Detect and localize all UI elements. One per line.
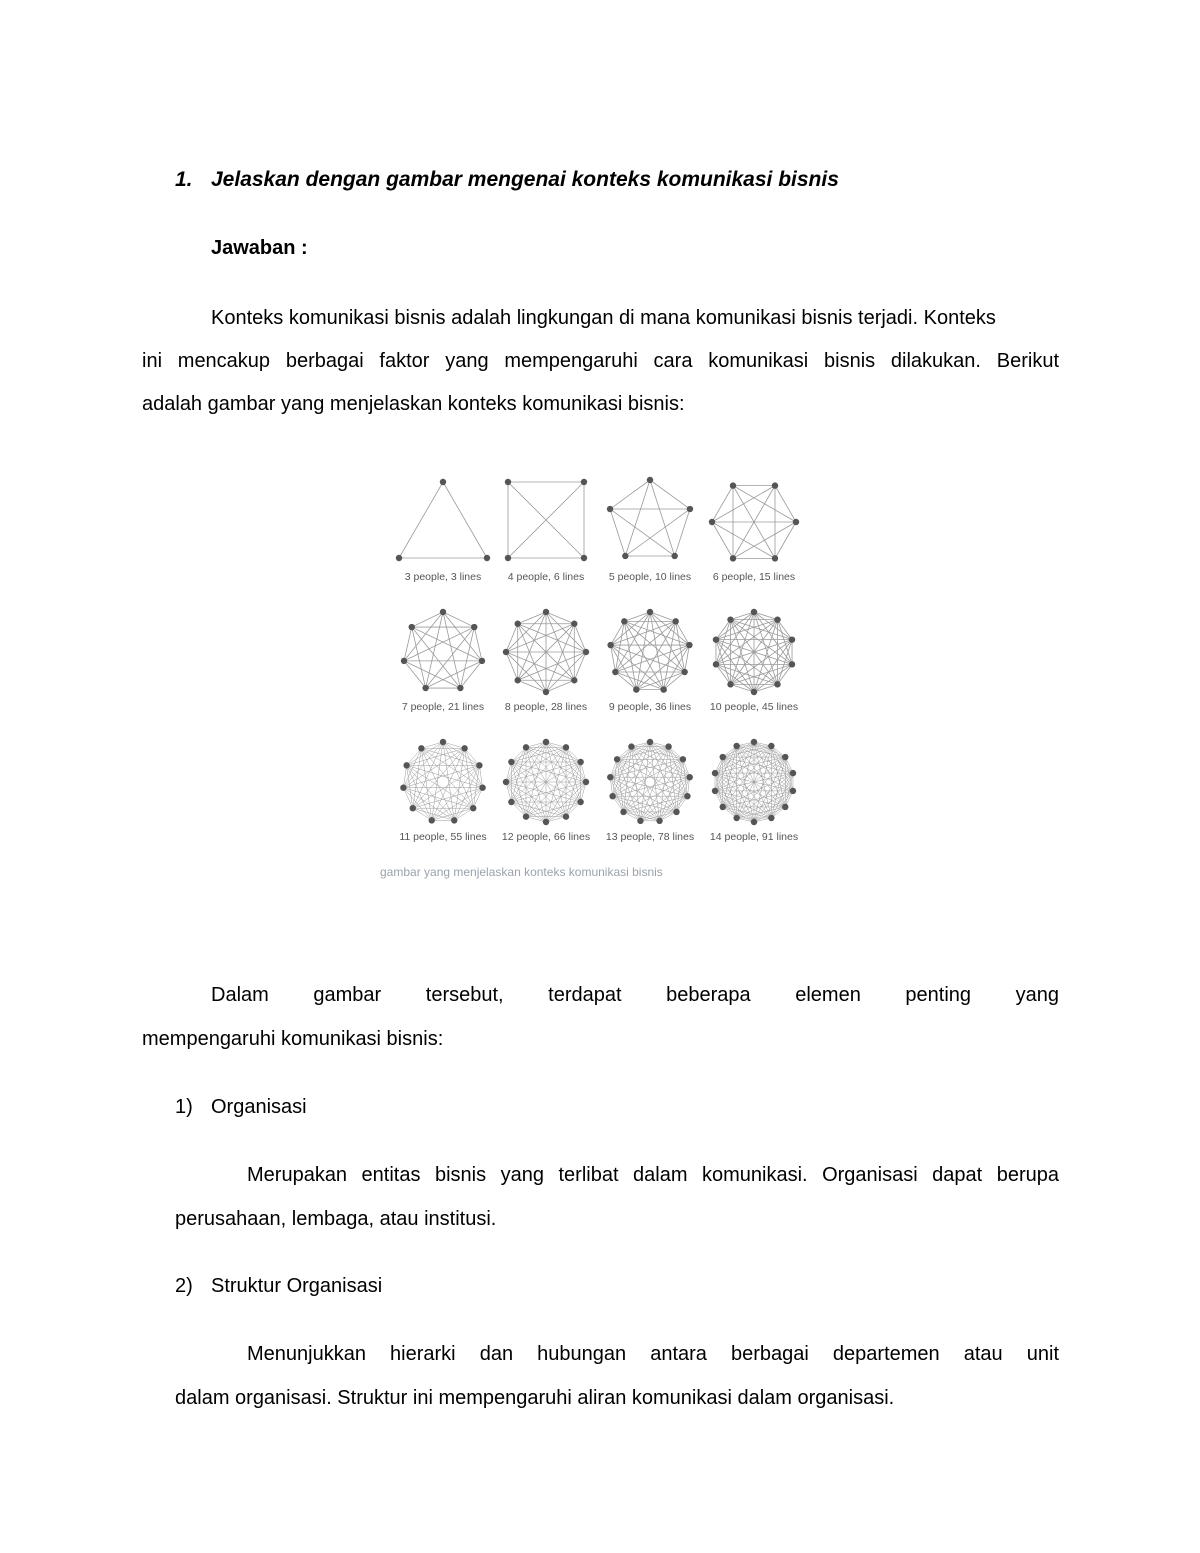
- person-node: [751, 609, 757, 615]
- person-node: [790, 770, 796, 776]
- connection-line: [775, 522, 796, 558]
- person-node: [633, 686, 639, 692]
- connection-line: [716, 620, 731, 640]
- person-node: [479, 784, 485, 790]
- connection-line: [407, 765, 483, 787]
- person-node: [609, 793, 615, 799]
- connection-line: [412, 627, 482, 661]
- person-node: [508, 759, 514, 765]
- person-node: [543, 739, 549, 745]
- person-node: [772, 555, 778, 561]
- connection-line: [778, 620, 793, 640]
- person-node: [751, 689, 757, 695]
- person-node: [523, 744, 529, 750]
- person-node: [563, 744, 569, 750]
- list-item-title: Struktur Organisasi: [211, 1275, 383, 1297]
- person-node: [515, 677, 521, 683]
- list-item-number: 1): [175, 1096, 193, 1118]
- connection-line: [733, 486, 796, 522]
- list-item-line-1: Merupakan entitas bisnis yang terlibat dalam komunikasi. Organisasi dapat berupa: [247, 1164, 1059, 1186]
- graph-label: 6 people, 15 lines: [712, 571, 796, 583]
- person-node: [484, 555, 490, 561]
- figure-caption: gambar yang menjelaskan konteks komunikasi bisnis: [380, 865, 663, 879]
- connection-line: [624, 621, 689, 645]
- connection-line: [712, 486, 733, 522]
- person-node: [686, 642, 692, 648]
- person-node: [647, 609, 653, 615]
- graph-12-people: [502, 739, 590, 843]
- connection-line: [506, 782, 566, 817]
- graph-10-people: [710, 609, 798, 713]
- person-node: [620, 809, 626, 815]
- question-text: Jelaskan dengan gambar mengenai konteks komunikasi bisnis: [211, 168, 839, 191]
- person-node: [571, 677, 577, 683]
- person-node: [673, 618, 679, 624]
- person-node: [720, 804, 726, 810]
- elements-intro-line-1: Dalam gambar tersebut, terdapat beberapa elemen penting yang: [211, 984, 1059, 1006]
- person-node: [543, 609, 549, 615]
- person-node: [684, 793, 690, 799]
- intro-line-3: adalah gambar yang menjelaskan konteks komunikasi bisnis:: [142, 393, 685, 415]
- connection-line: [730, 684, 754, 692]
- connection-line: [715, 773, 737, 818]
- person-node: [577, 799, 583, 805]
- person-node: [418, 745, 424, 751]
- person-node: [621, 618, 627, 624]
- connection-line: [625, 480, 650, 556]
- person-node: [409, 624, 415, 630]
- person-node: [730, 482, 736, 488]
- person-node: [751, 819, 757, 825]
- person-node: [774, 616, 780, 622]
- person-node: [457, 685, 463, 691]
- person-node: [665, 743, 671, 749]
- person-node: [476, 762, 482, 768]
- person-node: [523, 813, 529, 819]
- person-node: [396, 555, 402, 561]
- connection-line: [610, 777, 687, 796]
- person-node: [673, 809, 679, 815]
- intro-line-1: Konteks komunikasi bisnis adalah lingkungan di mana komunikasi bisnis terjadi. Konteks: [211, 307, 996, 329]
- connection-line: [650, 480, 675, 556]
- person-node: [401, 658, 407, 664]
- intro-line-2: ini mencakup berbagai faktor yang mempengaruhi cara komunikasi bisnis dilakukan. Berikut: [142, 350, 1059, 372]
- person-node: [647, 477, 653, 483]
- person-node: [772, 482, 778, 488]
- graph-label: 8 people, 28 lines: [504, 701, 588, 713]
- person-node: [563, 813, 569, 819]
- list-item-line-2: dalam organisasi. Struktur ini mempengaruhi aliran komunikasi dalam organisasi.: [175, 1387, 895, 1409]
- person-node: [712, 788, 718, 794]
- person-node: [503, 649, 509, 655]
- communication-lines-figure: [378, 470, 828, 890]
- connection-line: [625, 509, 690, 556]
- person-node: [571, 621, 577, 627]
- person-node: [681, 669, 687, 675]
- person-node: [713, 636, 719, 642]
- person-node: [503, 779, 509, 785]
- person-node: [680, 756, 686, 762]
- connection-line: [615, 672, 636, 690]
- connection-line: [511, 762, 546, 822]
- person-node: [687, 774, 693, 780]
- answer-label: Jawaban :: [211, 237, 308, 259]
- connection-line: [712, 522, 733, 558]
- list-item-line-1: Menunjukkan hierarki dan hubungan antara berbagai departemen atau unit: [247, 1343, 1059, 1365]
- person-node: [751, 739, 757, 745]
- graph-5-people: [607, 477, 693, 583]
- person-node: [607, 774, 613, 780]
- connection-line: [412, 612, 443, 627]
- person-node: [768, 743, 774, 749]
- person-node: [440, 739, 446, 745]
- person-node: [712, 770, 718, 776]
- graph-label: 14 people, 91 lines: [709, 831, 799, 843]
- graph-7-people: [401, 609, 485, 713]
- connection-line: [664, 672, 685, 690]
- person-node: [768, 815, 774, 821]
- list-item-line-2: perusahaan, lembaga, atau institusi.: [175, 1208, 497, 1230]
- connection-line: [421, 748, 473, 808]
- person-node: [733, 815, 739, 821]
- connection-line: [754, 612, 778, 620]
- person-node: [687, 506, 693, 512]
- connection-line: [610, 509, 675, 556]
- graph-label: 5 people, 10 lines: [608, 571, 692, 583]
- person-node: [505, 555, 511, 561]
- person-node: [720, 754, 726, 760]
- person-node: [471, 624, 477, 630]
- graph-label: 10 people, 45 lines: [709, 701, 799, 713]
- connection-line: [443, 482, 487, 558]
- connection-line: [754, 684, 778, 692]
- person-node: [789, 661, 795, 667]
- graph-11-people: [399, 739, 486, 843]
- person-node: [612, 669, 618, 675]
- graph-14-people: [710, 739, 798, 843]
- person-node: [727, 681, 733, 687]
- person-node: [789, 636, 795, 642]
- person-node: [727, 616, 733, 622]
- connection-line: [443, 742, 465, 748]
- person-node: [793, 519, 799, 525]
- connection-line: [426, 661, 482, 688]
- connection-line: [650, 612, 676, 621]
- connection-line: [610, 509, 625, 556]
- connection-line: [443, 612, 474, 627]
- person-node: [628, 743, 634, 749]
- person-node: [581, 555, 587, 561]
- connection-line: [715, 746, 737, 791]
- person-node: [709, 519, 715, 525]
- person-node: [410, 805, 416, 811]
- person-node: [515, 621, 521, 627]
- connection-line: [715, 773, 785, 807]
- connection-line: [716, 664, 731, 684]
- connection-line: [771, 773, 793, 818]
- person-node: [429, 817, 435, 823]
- person-node: [790, 788, 796, 794]
- person-node: [508, 799, 514, 805]
- graph-8-people: [503, 609, 589, 713]
- connection-line: [413, 748, 465, 808]
- connection-line: [399, 482, 443, 558]
- graph-9-people: [607, 609, 692, 713]
- person-node: [505, 479, 511, 485]
- person-node: [614, 756, 620, 762]
- connection-line: [613, 777, 690, 796]
- person-node: [671, 553, 677, 559]
- person-node: [660, 686, 666, 692]
- person-node: [440, 609, 446, 615]
- person-node: [403, 762, 409, 768]
- person-node: [622, 553, 628, 559]
- person-node: [607, 642, 613, 648]
- question-number: 1.: [175, 168, 193, 191]
- connection-line: [730, 612, 754, 620]
- connection-line: [404, 661, 460, 688]
- connection-line: [778, 664, 793, 684]
- person-node: [583, 779, 589, 785]
- person-node: [479, 658, 485, 664]
- connection-line: [403, 765, 479, 787]
- person-node: [774, 681, 780, 687]
- connection-line: [404, 627, 474, 661]
- elements-intro-line-2: mempengaruhi komunikasi bisnis:: [142, 1028, 444, 1050]
- person-node: [782, 804, 788, 810]
- graph-13-people: [606, 739, 694, 843]
- person-node: [470, 805, 476, 811]
- graph-label: 12 people, 66 lines: [501, 831, 591, 843]
- connection-line: [526, 747, 586, 782]
- person-node: [713, 661, 719, 667]
- person-node: [581, 479, 587, 485]
- graph-6-people: [709, 482, 799, 583]
- person-node: [733, 743, 739, 749]
- connection-line: [771, 746, 793, 791]
- connection-line: [403, 788, 473, 809]
- person-node: [440, 479, 446, 485]
- graph-3-people: [396, 479, 490, 583]
- connection-line: [775, 486, 796, 522]
- connection-line: [723, 757, 793, 791]
- graph-label: 3 people, 3 lines: [404, 571, 482, 583]
- graph-label: 4 people, 6 lines: [507, 571, 585, 583]
- person-node: [543, 819, 549, 825]
- connection-line: [650, 480, 690, 509]
- person-node: [607, 506, 613, 512]
- person-node: [637, 818, 643, 824]
- person-node: [400, 784, 406, 790]
- graph-label: 7 people, 21 lines: [401, 701, 485, 713]
- connection-line: [624, 612, 650, 621]
- person-node: [782, 754, 788, 760]
- connection-line: [610, 480, 650, 509]
- connection-line: [675, 509, 690, 556]
- graph-label: 11 people, 55 lines: [399, 831, 487, 843]
- person-node: [730, 555, 736, 561]
- connection-line: [712, 522, 775, 558]
- connection-line: [421, 742, 443, 748]
- person-node: [583, 649, 589, 655]
- person-node: [656, 818, 662, 824]
- person-node: [451, 817, 457, 823]
- person-node: [647, 739, 653, 745]
- person-node: [577, 759, 583, 765]
- connection-line: [413, 788, 483, 809]
- graph-4-people: [505, 479, 587, 583]
- connection-line: [730, 620, 754, 692]
- person-node: [543, 689, 549, 695]
- list-item-title: Organisasi: [211, 1096, 307, 1118]
- graph-label: 9 people, 36 lines: [608, 701, 692, 713]
- person-node: [422, 685, 428, 691]
- person-node: [461, 745, 467, 751]
- graph-label: 13 people, 78 lines: [605, 831, 695, 843]
- list-item-number: 2): [175, 1275, 193, 1297]
